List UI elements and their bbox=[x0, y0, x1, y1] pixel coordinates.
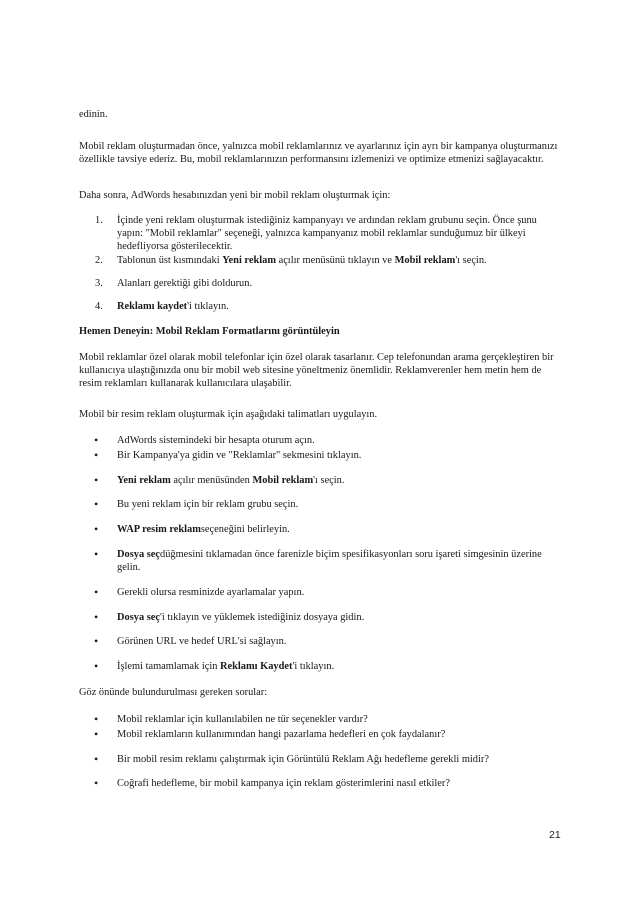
step-number: 3. bbox=[95, 278, 103, 289]
step-text: Alanları gerektiği gibi doldurun. bbox=[117, 278, 253, 289]
list-item-text: İşlemi tamamlamak için Reklamı Kaydet'i tıklayın. bbox=[117, 661, 335, 672]
paragraph-mobil-reklam-oncesi: Mobil reklam oluşturmadan önce, yalnızca mobil reklamlarınız ve ayarlarınız için ayrı bir kampanya oluşturmanızı özellikle tavsiye ederiz. Bu, mobil reklamlarınızın performansını izlemenizi ve optimize etmenizi sağlayacaktır. bbox=[79, 141, 558, 165]
list-item-text: Yeni reklam açılır menüsünden Mobil reklam'ı seçin. bbox=[117, 475, 345, 486]
list-item-text: Dosya seçdüğmesini tıklamadan önce farenizle biçim spesifikasyonları soru işareti simgesinin üzerine gelin. bbox=[117, 549, 542, 573]
paragraph-mobil-reklamlar: Mobil reklamlar özel olarak mobil telefonlar için özel olarak tasarlanır. Cep telefonundan arama gerçekleştiren bir kullanıcıya ulaştığınızda onu bir mobil web sitesine yöneltmeniz önemlidir. Reklamverenler hem metin hem de resim reklamları kullanarak kullanıcılara ulaşabilir. bbox=[79, 352, 554, 389]
bullet-icon: • bbox=[94, 585, 99, 599]
bullet-icon: • bbox=[94, 610, 99, 624]
bullet-icon: • bbox=[94, 712, 99, 726]
list-item-text: WAP resim reklamseçeneğini belirleyin. bbox=[117, 524, 290, 535]
bullet-icon: • bbox=[94, 752, 99, 766]
list-item-text: Mobil reklamlar için kullanılabilen ne tür seçenekler vardır? bbox=[117, 714, 368, 725]
step-number: 1. bbox=[95, 215, 103, 226]
list-item-text: Bir mobil resim reklamı çalıştırmak için Görüntülü Reklam Ağı hedefleme gerekli midir? bbox=[117, 754, 489, 765]
step-number: 2. bbox=[95, 255, 103, 266]
paragraph-daha-sonra: Daha sonra, AdWords hesabınızdan yeni bir mobil reklam oluşturmak için: bbox=[79, 190, 391, 201]
step-text: Tablonun üst kısmındaki Yeni reklam açılır menüsünü tıklayın ve Mobil reklam'ı seçin. bbox=[117, 255, 487, 266]
paragraph-resim-reklam-intro: Mobil bir resim reklam oluşturmak için aşağıdaki talimatları uygulayın. bbox=[79, 409, 378, 420]
bullet-icon: • bbox=[94, 522, 99, 536]
list-item-text: Bu yeni reklam için bir reklam grubu seçin. bbox=[117, 499, 299, 510]
bullet-icon: • bbox=[94, 497, 99, 511]
step-text: Reklamı kaydet'i tıklayın. bbox=[117, 301, 229, 312]
list-item-text: Coğrafi hedefleme, bir mobil kampanya için reklam gösterimlerini nasıl etkiler? bbox=[117, 778, 450, 789]
page-number: 21 bbox=[549, 829, 561, 841]
list-item-text: Gerekli olursa resminizde ayarlamalar yapın. bbox=[117, 587, 305, 598]
list-item-text: AdWords sistemindeki bir hesapta oturum açın. bbox=[117, 435, 315, 446]
paragraph-edinin: edinin. bbox=[79, 109, 108, 120]
bullet-icon: • bbox=[94, 448, 99, 462]
list-item-text: Mobil reklamların kullanımından hangi pazarlama hedefleri en çok faydalanır? bbox=[117, 729, 446, 740]
bullet-icon: • bbox=[94, 473, 99, 487]
bullet-icon: • bbox=[94, 547, 99, 561]
bullet-icon: • bbox=[94, 727, 99, 741]
section-heading: Hemen Deneyin: Mobil Reklam Formatlarını görüntüleyin bbox=[79, 326, 340, 337]
bullet-icon: • bbox=[94, 659, 99, 673]
list-item-text: Görünen URL ve hedef URL'si sağlayın. bbox=[117, 636, 287, 647]
list-item-text: Dosya seç'i tıklayın ve yüklemek istediğiniz dosyaya gidin. bbox=[117, 612, 365, 623]
paragraph-sorular-intro: Göz önünde bulundurulması gereken sorular: bbox=[79, 687, 268, 698]
step-text: İçinde yeni reklam oluşturmak istediğiniz kampanyayı ve ardından reklam grubunu seçin. Önce şunu yapın: "Mobil reklamlar" seçeneği, yalnızca kampanyanız mobil reklamlar sunduğumuz bir ülkeyi hedefliyorsa gösterilecektir. bbox=[117, 215, 537, 252]
bullet-icon: • bbox=[94, 433, 99, 447]
bullet-icon: • bbox=[94, 634, 99, 648]
bullet-icon: • bbox=[94, 776, 99, 790]
step-number: 4. bbox=[95, 301, 103, 312]
list-item-text: Bir Kampanya'ya gidin ve "Reklamlar" sekmesini tıklayın. bbox=[117, 450, 362, 461]
